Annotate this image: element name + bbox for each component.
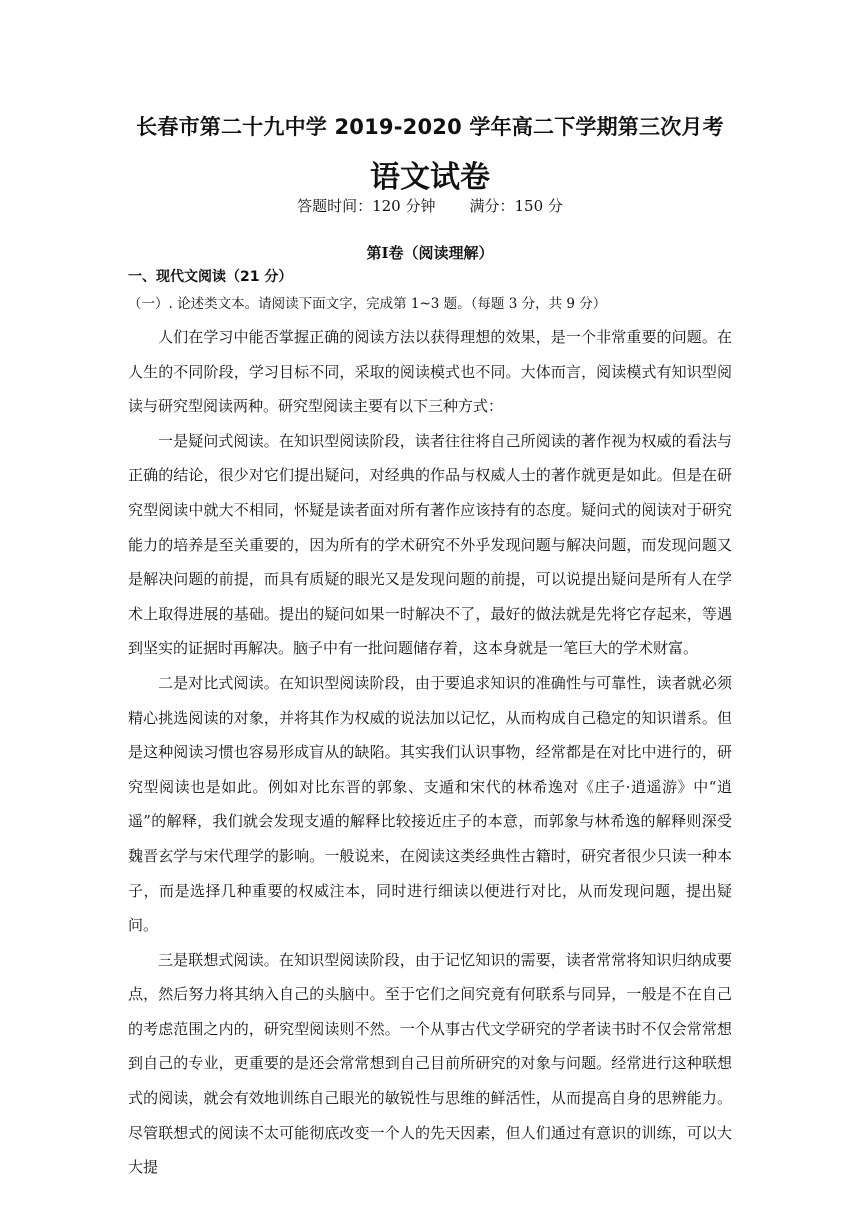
part-title: 第Ⅰ卷（阅读理解）: [366, 244, 494, 262]
paragraph-questioning: 一是疑问式阅读。在知识型阅读阶段，读者往往将自己所阅读的著作视为权威的看法与正确的结论，很少对它们提出疑问，对经典的作品与权威人士的著作就更是如此。但是在研究型阅读中就大不相同，怀疑是读者面对所有著作应该持有的态度。疑问式的阅读对于研究能力的培养是至关重要的，因为所有的学术研究不外乎发现问题与解决问题，而发现问题又是解决问题的前提，而具有质疑的眼光又是发现问题的前提，可以说提出疑问是所有人在学术上取得进展的基础。提出的疑问如果一时解决不了，最好的做法就是先将它存起来，等遇到坚实的证据时再解决。脑子中有一批问题储存着，这本身就是一笔巨大的学术财富。: [128, 431, 732, 658]
exam-time: 答题时间：120 分钟: [297, 197, 436, 215]
paragraph-association: 三是联想式阅读。在知识型阅读阶段，由于记忆知识的需要，读者常常将知识归纳成要点，然后努力将其纳入自己的头脑中。至于它们之间究竟有何联系与同异，一般是不在自己的考虑范围之内的，研究型阅读则不然。一个从事古代文学研究的学者读书时不仅会常常想到自己的专业，更重要的是还会常常想到自己目前所研究的对象与问题。经常进行这种联想式的阅读，就会有效地训练自己眼光的敏锐性与思维的鲜活性，从而提高自身的思辨能力。尽管联想式的阅读不太可能彻底改变一个人的先天因素，但人们通过有意识的训练，可以大大提: [128, 950, 732, 1177]
paper-title: 语文试卷: [370, 160, 490, 195]
paragraph-intro: 人们在学习中能否掌握正确的阅读方法以获得理想的效果，是一个非常重要的问题。在人生的不同阶段，学习目标不同，采取的阅读模式也不同。大体而言，阅读模式有知识型阅读与研究型阅读两种。研究型阅读主要有以下三种方式：: [128, 328, 732, 416]
exam-score: 满分：150 分: [469, 197, 563, 215]
reading-passage: [128, 320, 732, 1185]
exam-meta: [0, 195, 860, 216]
paragraph-comparison: 二是对比式阅读。在知识型阅读阶段，由于要追求知识的准确性与可靠性，读者就必须精心挑选阅读的对象，并将其作为权威的说法加以记忆，从而构成自己稳定的知识谱系。但是这种阅读习惯也容易形成盲从的缺陷。其实我们认识事物，经常都是在对比中进行的，研究型阅读也是如此。例如对比东晋的郭象、支遁和宋代的林希逸对《庄子·逍遥游》中“逍遥”的解释，我们就会发现支遁的解释比较接近庄子的本意，而郭象与林希逸的解释则深受魏晋玄学与宋代理学的影响。一般说来，在阅读这类经典性古籍时，研究者很少只读一种本子，而是选择几种重要的权威注本，同时进行细读以便进行对比，从而发现问题，提出疑问。: [128, 673, 732, 935]
subsection-instructions: （一）. 论述类文本。请阅读下面文字，完成第 1~3 题。（每题 3 分，共 9 分）: [128, 296, 607, 312]
section-title: 一、现代文阅读（21 分）: [128, 269, 293, 285]
school-title: 长春市第二十九中学 2019-2020 学年高二下学期第三次月考: [136, 115, 724, 139]
